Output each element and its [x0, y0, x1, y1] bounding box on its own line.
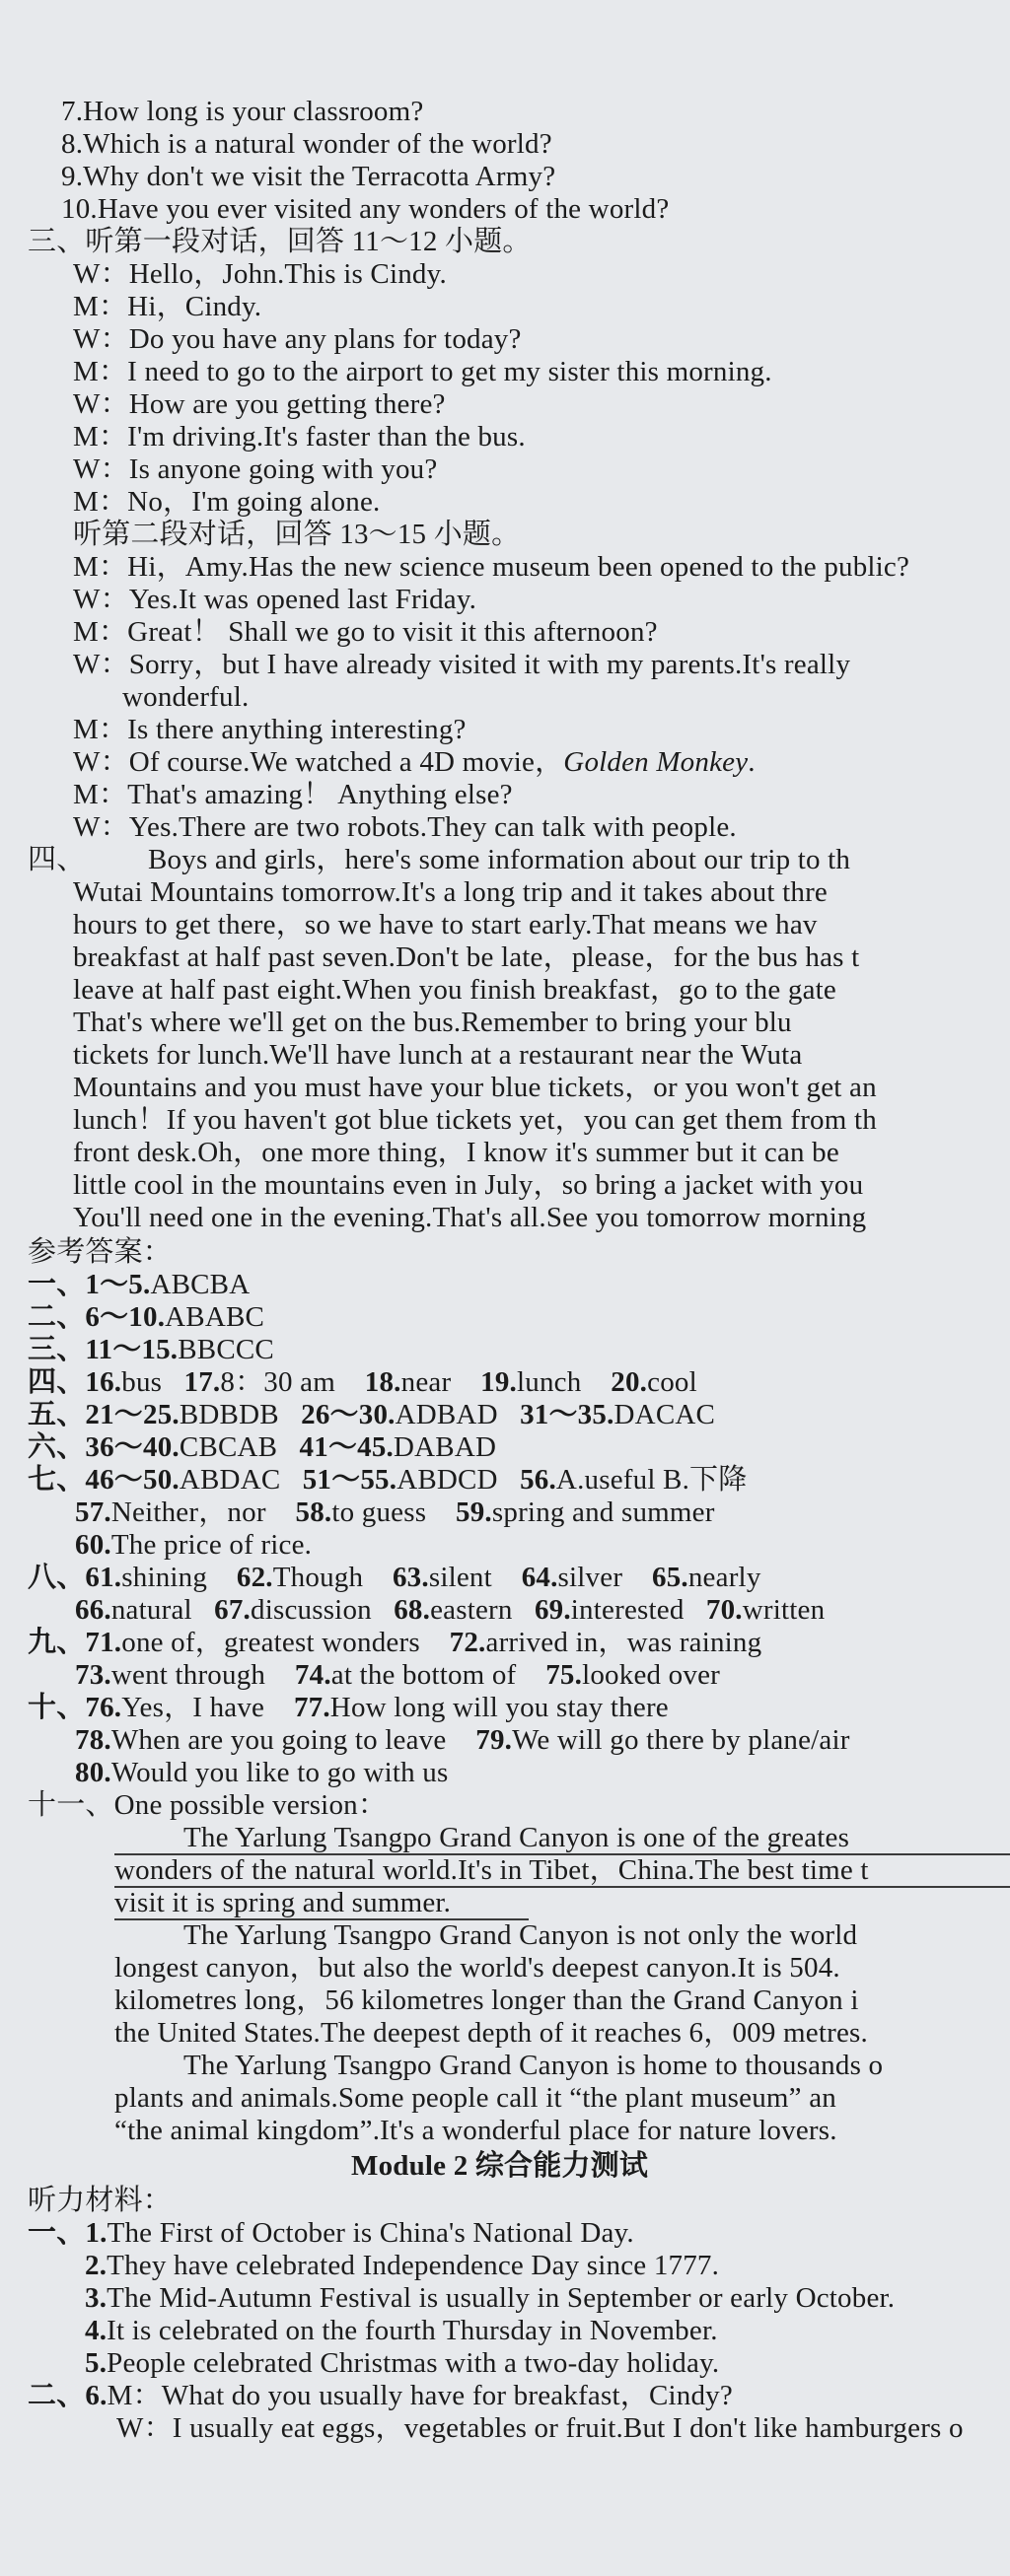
module-title: Module 2 综合能力测试 [351, 2150, 649, 2182]
dialogue-line: wonderful. [122, 681, 250, 713]
answer-row: 57.Neither，nor 58.to guess 59.spring and summer [75, 1497, 715, 1528]
dialogue-2-heading: 听第二段对话，回答 13～15 小题。 [73, 519, 521, 550]
passage-line: That's where we'll get on the bus.Remember to bring your blu [73, 1007, 792, 1038]
passage-line: Wutai Mountains tomorrow.It's a long trip and it takes about thre [73, 876, 829, 908]
answer-row: 73.went through 74.at the bottom of 75.looked over [75, 1659, 721, 1691]
answer-row: 八、61.shining 62.Though 63.silent 64.silver 65.nearly [28, 1562, 761, 1593]
module-line: 2.They have celebrated Independence Day since 1777. [85, 2250, 720, 2281]
module-line: 二、6.M：What do you usually have for breakfast，Cindy? [28, 2380, 733, 2411]
answer-row: 四、16.bus 17.8：30 am 18.near 19.lunch 20.cool [28, 1366, 697, 1398]
answer-row: 60.The price of rice. [75, 1529, 313, 1561]
dialogue-line: W：Yes.It was opened last Friday. [73, 584, 477, 615]
answer-row: 七、46～50.ABDAC 51～55.ABDCD 56.A.useful B.下降 [28, 1464, 748, 1496]
dialogue-period: . [748, 746, 756, 778]
movie-title: Golden Monkey [563, 746, 749, 778]
module-line: 4.It is celebrated on the fourth Thursday in November. [85, 2315, 718, 2346]
passage-line: Boys and girls，here's some information about our trip to th [148, 844, 851, 875]
essay-line: The Yarlung Tsangpo Grand Canyon is home to thousands o [183, 2050, 884, 2081]
dialogue-line: W：Sorry，but I have already visited it with my parents.It's really [73, 649, 851, 680]
answer-row: 六、36～40.CBCAB 41～45.DABAD [28, 1431, 497, 1463]
passage-line: hours to get there，so we have to start early.That means we hav [73, 909, 818, 940]
essay-line: kilometres long，56 kilometres longer than the Grand Canyon i [114, 1984, 859, 2016]
dialogue-line: M：Is there anything interesting? [73, 714, 467, 745]
passage-line: Mountains and you must have your blue tickets，or you won't get an [73, 1072, 877, 1103]
section-4-marker: 四、 [28, 844, 86, 875]
dialogue-line: M：I'm driving.It's faster than the bus. [73, 421, 526, 453]
passage-line: lunch！If you haven't got blue tickets yet，you can get them from th [73, 1104, 877, 1136]
listening-material-heading: 听力材料： [28, 2185, 173, 2216]
answer-row: 二、6～10.ABABC [28, 1301, 265, 1333]
essay-line: plants and animals.Some people call it “the plant museum” an [114, 2082, 836, 2114]
passage-line: front desk.Oh，one more thing，I know it's summer but it can be [73, 1137, 839, 1168]
dialogue-line: M：No，I'm going alone. [73, 486, 381, 518]
question-8: 8.Which is a natural wonder of the world? [61, 128, 552, 160]
module-line: 3.The Mid-Autumn Festival is usually in September or early October. [85, 2282, 896, 2314]
essay-line: the United States.The deepest depth of it reaches 6，009 metres. [114, 2017, 868, 2049]
dialogue-line: W：Yes.There are two robots.They can talk with people. [73, 811, 737, 843]
answer-row: 三、11～15.BBCCC [28, 1334, 274, 1365]
dialogue-line: W：Do you have any plans for today? [73, 323, 522, 355]
answer-row: 五、21～25.BDBDB 26～30.ADBAD 31～35.DACAC [28, 1399, 716, 1430]
section-3-heading: 三、听第一段对话，回答 11～12 小题。 [28, 226, 532, 257]
dialogue-text: W：Of course.We watched a 4D movie， [73, 746, 564, 778]
question-10: 10.Have you ever visited any wonders of the world? [61, 193, 670, 225]
essay-line: “the animal kingdom”.It's a wonderful place for nature lovers. [114, 2115, 837, 2146]
essay-line: The Yarlung Tsangpo Grand Canyon is not only the world [183, 1919, 858, 1951]
passage-line: leave at half past eight.When you finish breakfast，go to the gate [73, 974, 836, 1006]
module-line: 5.People celebrated Christmas with a two-day holiday. [85, 2347, 720, 2379]
module-line: 一、1.The First of October is China's National Day. [28, 2217, 634, 2249]
answer-row: 80.Would you like to go with us [75, 1757, 449, 1788]
answers-heading: 参考答案： [28, 1236, 173, 1268]
passage-line: breakfast at half past seven.Don't be late，please，for the bus has t [73, 941, 860, 973]
dialogue-line [73, 746, 756, 779]
dialogue-line: W：Hello，John.This is Cindy. [73, 258, 447, 290]
essay-line: The Yarlung Tsangpo Grand Canyon is one of the greates [183, 1822, 850, 1853]
passage-line: little cool in the mountains even in July，so bring a jacket with you [73, 1169, 864, 1201]
dialogue-line: W：Is anyone going with you? [73, 453, 438, 485]
dialogue-line: M：Hi，Amy.Has the new science museum been opened to the public? [73, 551, 910, 583]
answer-row: 66.natural 67.discussion 68.eastern 69.interested 70.written [75, 1594, 826, 1626]
dialogue-line: M：I need to go to the airport to get my sister this morning. [73, 356, 772, 387]
passage-line: You'll need one in the evening.That's all.See you tomorrow morning [73, 1202, 867, 1233]
passage-line: tickets for lunch.We'll have lunch at a restaurant near the Wuta [73, 1039, 803, 1071]
answer-row: 一、1～5.ABCBA [28, 1269, 251, 1300]
dialogue-line: M：Hi，Cindy. [73, 291, 262, 322]
question-7: 7.How long is your classroom? [61, 96, 424, 127]
essay-line: visit it is spring and summer. [114, 1887, 452, 1918]
dialogue-line: W：How are you getting there? [73, 388, 446, 420]
answer-row: 78.When are you going to leave 79.We will go there by plane/air [75, 1724, 850, 1756]
answer-row: 九、71.one of，greatest wonders 72.arrived in，was raining [28, 1627, 762, 1658]
section-11-heading: 十一、One possible version： [28, 1789, 388, 1821]
answer-row: 十、76.Yes，I have 77.How long will you stay there [28, 1692, 669, 1723]
essay-line: longest canyon，but also the world's deepest canyon.It is 504. [114, 1952, 840, 1984]
dialogue-line: M：Great！ Shall we go to visit it this afternoon? [73, 616, 658, 648]
essay-line: wonders of the natural world.It's in Tibet，China.The best time t [114, 1854, 869, 1886]
module-line: W：I usually eat eggs，vegetables or fruit.But I don't like hamburgers o [116, 2412, 964, 2444]
dialogue-line: M：That's amazing！ Anything else? [73, 779, 513, 810]
question-9: 9.Why don't we visit the Terracotta Army? [61, 161, 556, 192]
